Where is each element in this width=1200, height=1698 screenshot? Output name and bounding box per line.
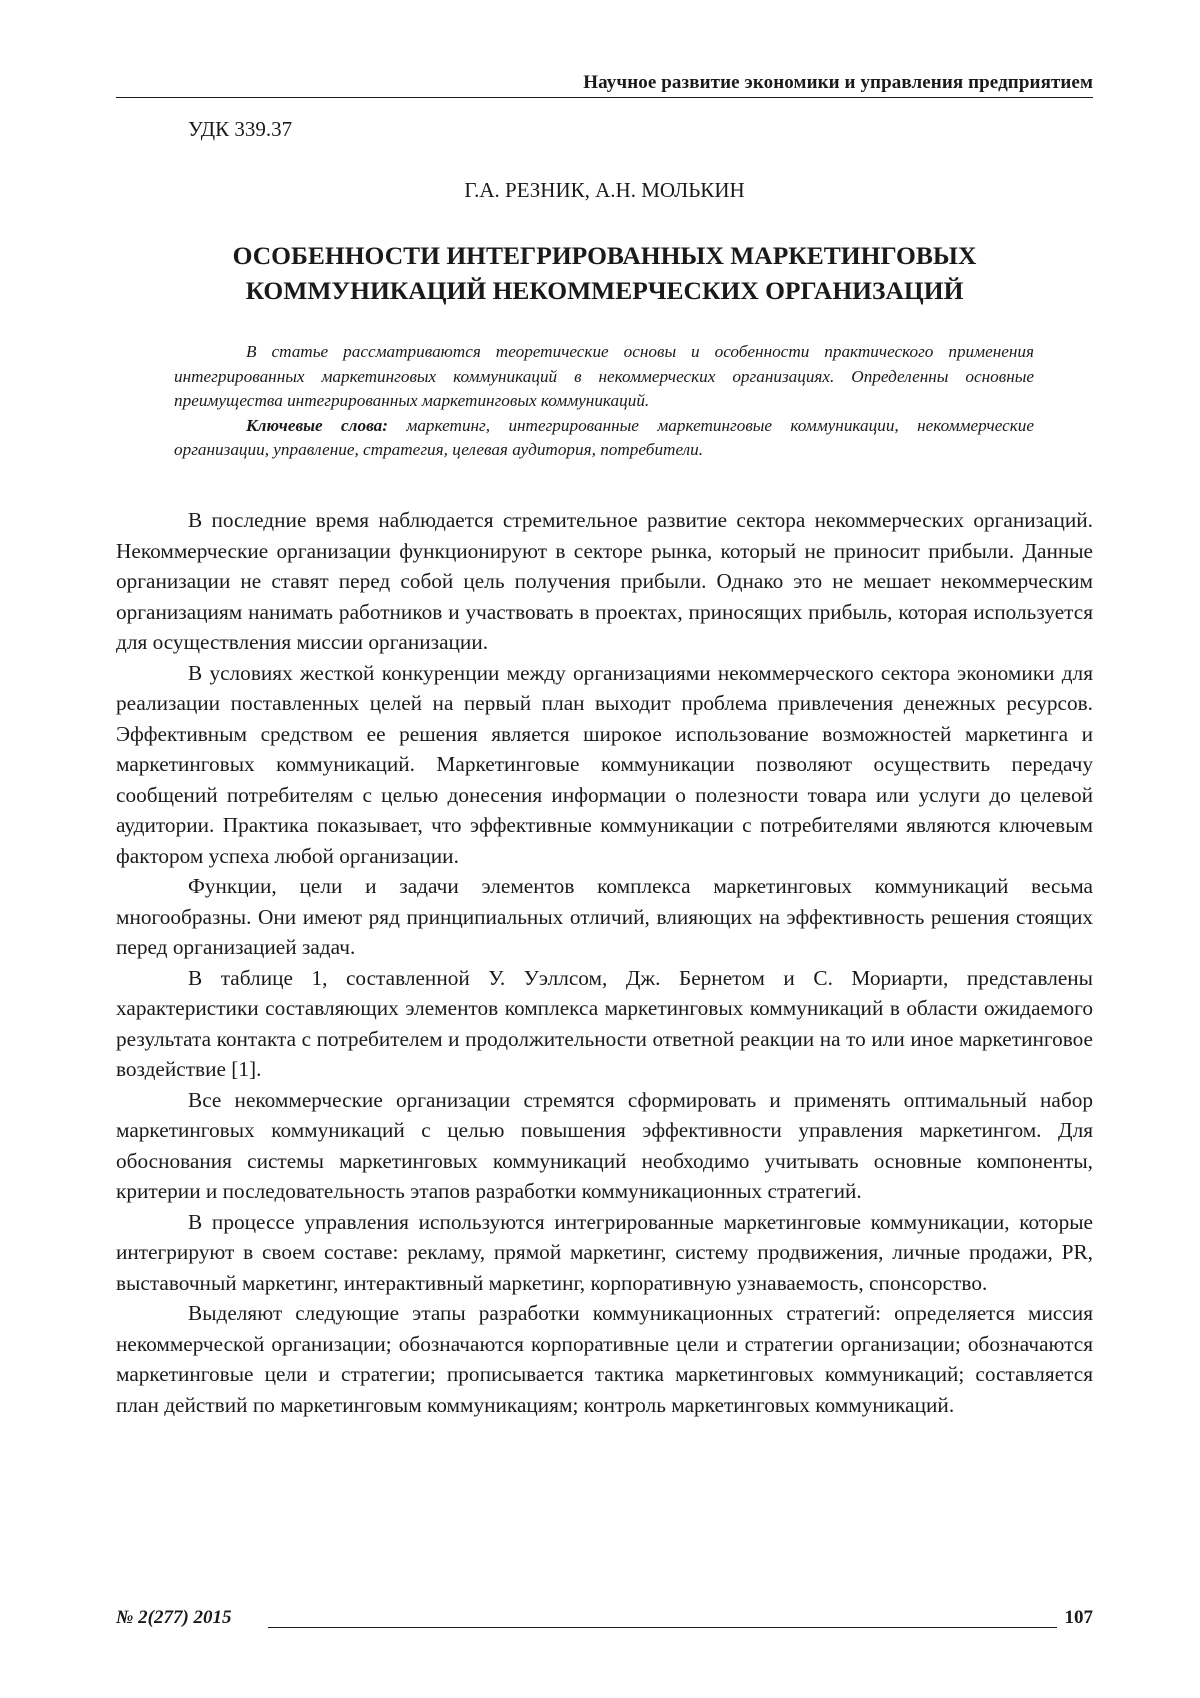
keywords-label: Ключевые слова:	[246, 416, 388, 435]
article-title	[116, 238, 1093, 308]
keywords	[174, 414, 1034, 463]
page-footer	[116, 1606, 1093, 1632]
article-title-line-2: КОММУНИКАЦИЙ НЕКОММЕРЧЕСКИХ ОРГАНИЗАЦИЙ	[116, 273, 1093, 308]
body-paragraph-7: Выделяют следующие этапы разработки коммуникационных стратегий: определяется миссия некоммерческой организации; обозначаются корпоративные цели и стратегии организации; обозначаются маркетинговые цели и стратегии; прописывается тактика маркетинговых коммуникаций; составляется план действий по маркетинговым коммуникациям; контроль маркетинговых коммуникаций.	[116, 1298, 1093, 1420]
udk-code: УДК 339.37	[188, 116, 292, 142]
article-title-line-1: ОСОБЕННОСТИ ИНТЕГРИРОВАННЫХ МАРКЕТИНГОВЫХ	[116, 238, 1093, 273]
body-paragraph-6: В процессе управления используются интегрированные маркетинговые коммуникации, которые интегрируют в своем составе: рекламу, прямой маркетинг, систему продвижения, личные продажи, PR, выставочный маркетинг, интерактивный маркетинг, корпоративную узнаваемость, спонсорство.	[116, 1207, 1093, 1299]
header-rule	[116, 97, 1093, 98]
body-paragraph-5: Все некоммерческие организации стремятся сформировать и применять оптимальный набор маркетинговых коммуникаций с целью повышения эффективности управления маркетингом. Для обоснования системы маркетинговых коммуникаций необходимо учитывать основные компоненты, критерии и последовательность этапов разработки коммуникационных стратегий.	[116, 1085, 1093, 1207]
issue-number: № 2(277) 2015	[116, 1606, 232, 1630]
body-paragraph-2: В условиях жесткой конкуренции между организациями некоммерческого сектора экономики для реализации поставленных целей на первый план выходит проблема привлечения денежных ресурсов. Эффективным средством ее решения является широкое использование возможностей маркетинга и маркетинговых коммуникаций. Маркетинговые коммуникации позволяют осуществить передачу сообщений потребителям с целью донесения информации о полезности товара или услуги до целевой аудитории. Практика показывает, что эффективные коммуникации с потребителями являются ключевым фактором успеха любой организации.	[116, 658, 1093, 872]
abstract-block	[174, 340, 1034, 463]
body-paragraph-1: В последние время наблюдается стремительное развитие сектора некоммерческих организаций. Некоммерческие организации функционируют в секторе рынка, который не приносит прибыли. Данные организации не ставят перед собой цель получения прибыли. Однако это не мешает некоммерческим организациям нанимать работников и участвовать в проектах, приносящих прибыль, которая используется для осуществления миссии организации.	[116, 505, 1093, 658]
footer-rule	[268, 1627, 1057, 1628]
keywords-list: маркетинг, интегрированные маркетинговые коммуникации, некоммерческие организации, управление, стратегия, целевая аудитория, потребители.	[174, 416, 1034, 460]
body-paragraph-3: Функции, цели и задачи элементов комплекса маркетинговых коммуникаций весьма многообразны. Они имеют ряд принципиальных отличий, влияющих на эффективность решения стоящих перед организацией задач.	[116, 871, 1093, 963]
authors: Г.А. РЕЗНИК, А.Н. МОЛЬКИН	[116, 177, 1093, 203]
abstract: В статье рассматриваются теоретические основы и особенности практического применения интегрированных маркетинговых коммуникаций в некоммерческих организациях. Определенны основные преимущества интегрированных маркетинговых коммуникаций.	[174, 340, 1034, 414]
body-paragraph-4: В таблице 1, составленной У. Уэллсом, Дж. Бернетом и С. Мориарти, представлены характеристики составляющих элементов комплекса маркетинговых коммуникаций в области ожидаемого результата контакта с потребителем и продолжительности ответной реакции на то или иное маркетинговое воздействие [1].	[116, 963, 1093, 1085]
running-header: Научное развитие экономики и управления предприятием	[116, 72, 1093, 94]
article-body	[116, 505, 1093, 1420]
page-number: 107	[1065, 1606, 1094, 1630]
